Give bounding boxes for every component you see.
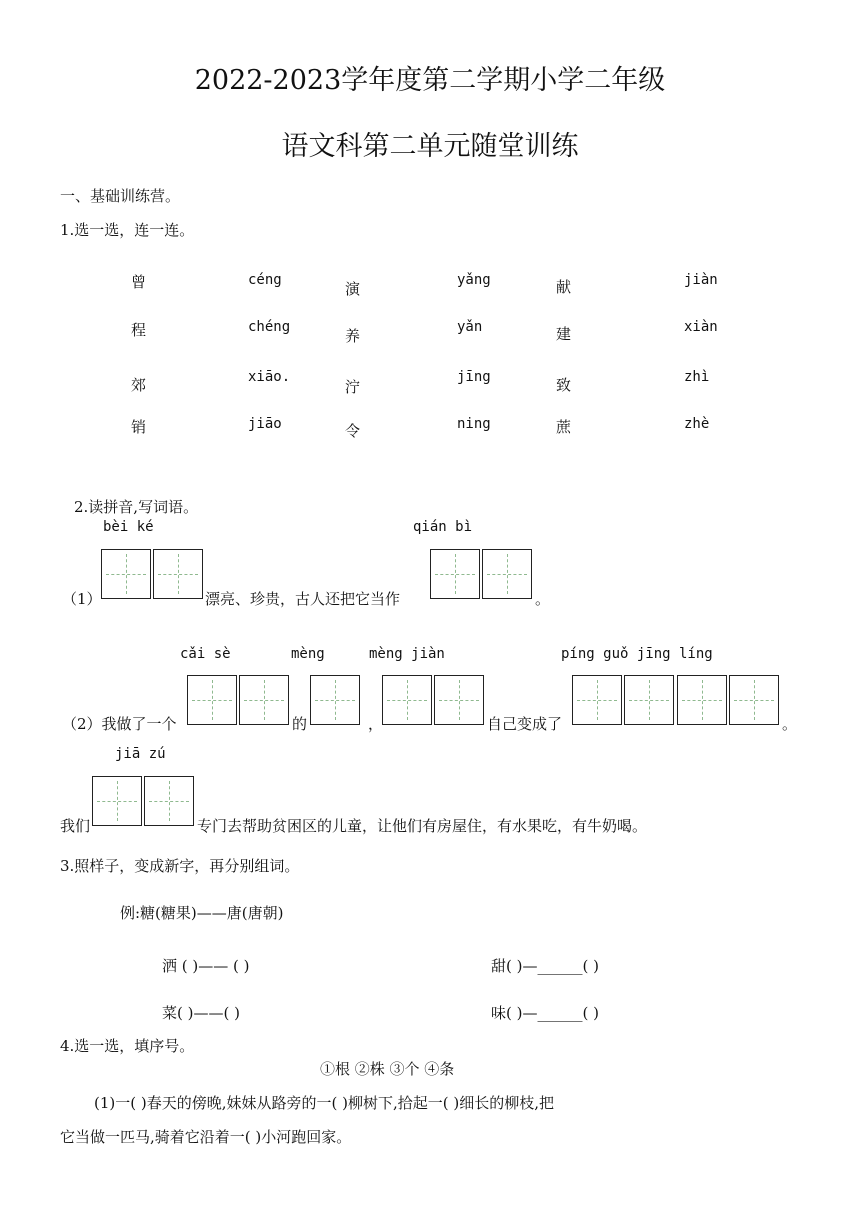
question-3-label: 3.照样子，变成新字，再分别组词。 bbox=[60, 857, 300, 875]
char[interactable]: 致 bbox=[556, 376, 572, 394]
char[interactable]: 曾 bbox=[131, 273, 147, 291]
pinyin-hint: jiā zú bbox=[115, 746, 166, 762]
pinyin[interactable]: jiàn bbox=[684, 272, 718, 288]
pinyin-hint: mèng bbox=[291, 646, 325, 662]
char[interactable]: 令 bbox=[345, 422, 361, 440]
pinyin[interactable]: céng bbox=[248, 272, 282, 288]
char[interactable]: 程 bbox=[131, 321, 147, 339]
char[interactable]: 建 bbox=[556, 325, 572, 343]
writing-box[interactable] bbox=[382, 675, 432, 725]
writing-box[interactable] bbox=[729, 675, 779, 725]
writing-box[interactable] bbox=[572, 675, 622, 725]
char[interactable]: 泞 bbox=[345, 378, 361, 396]
writing-box[interactable] bbox=[153, 549, 203, 599]
question-1-label: 1.选一选，连一连。 bbox=[60, 221, 195, 239]
page-title: 2022-2023学年度第二学期小学二年级 bbox=[194, 65, 666, 96]
word-item[interactable]: 洒 ( )—— ( ) bbox=[162, 957, 250, 975]
pinyin[interactable]: yǎn bbox=[457, 319, 483, 335]
sentence-text: 漂亮、珍贵，古人还把它当作 bbox=[205, 590, 401, 608]
pinyin[interactable]: xiàn bbox=[684, 319, 718, 335]
writing-box[interactable] bbox=[430, 549, 480, 599]
paragraph-line: 它当做一匹马,骑着它沿着一( )小河跑回家。 bbox=[60, 1128, 352, 1146]
example: 例:糖(糖果)——唐(唐朝) bbox=[120, 904, 284, 922]
writing-box[interactable] bbox=[624, 675, 674, 725]
char[interactable]: 郊 bbox=[131, 376, 147, 394]
pinyin[interactable]: yǎng bbox=[457, 272, 491, 288]
section-heading: 一、基础训练营。 bbox=[60, 187, 181, 205]
question-4-label: 4.选一选，填序号。 bbox=[60, 1037, 195, 1055]
pinyin[interactable]: xiāo. bbox=[248, 369, 291, 385]
sentence-end: 。 bbox=[782, 715, 798, 733]
char[interactable]: 销 bbox=[131, 418, 147, 436]
word-item[interactable]: 甜( )—______( ) bbox=[491, 957, 599, 975]
question-2-label: 2.读拼音,写词语。 bbox=[74, 498, 199, 516]
pinyin[interactable]: zhè bbox=[684, 416, 710, 432]
sentence-number: （1） bbox=[62, 590, 102, 608]
options: ①根 ②株 ③个 ④条 bbox=[320, 1060, 455, 1078]
writing-box[interactable] bbox=[239, 675, 289, 725]
sentence-number: （2）我做了一个 bbox=[62, 715, 177, 733]
writing-box[interactable] bbox=[677, 675, 727, 725]
sentence-text: ， bbox=[368, 715, 384, 733]
page-subtitle: 语文科第二单元随堂训练 bbox=[281, 131, 579, 162]
writing-box[interactable] bbox=[187, 675, 237, 725]
pinyin-hint: cǎi sè bbox=[180, 646, 231, 662]
word-item[interactable]: 味( )—______( ) bbox=[491, 1004, 599, 1022]
sentence-text: 我们 bbox=[60, 817, 91, 835]
pinyin[interactable]: zhì bbox=[684, 369, 710, 385]
writing-box[interactable] bbox=[144, 776, 194, 826]
word-item[interactable]: 菜( )——( ) bbox=[162, 1004, 240, 1022]
sentence-text: 的 bbox=[292, 715, 308, 733]
pinyin-hint: bèi ké bbox=[103, 519, 154, 535]
sentence-end: 。 bbox=[535, 590, 551, 608]
sentence-text: 专门去帮助贫困区的儿童，让他们有房屋住，有水果吃，有牛奶喝。 bbox=[197, 817, 648, 835]
pinyin-hint: píng guǒ jīng líng bbox=[561, 646, 713, 662]
pinyin[interactable]: jīng bbox=[457, 369, 491, 385]
char[interactable]: 演 bbox=[345, 280, 361, 298]
paragraph-line: (1)一( )春天的傍晚,妹妹从路旁的一( )柳树下,拾起一( )细长的柳枝,把 bbox=[94, 1094, 554, 1112]
writing-box[interactable] bbox=[482, 549, 532, 599]
pinyin[interactable]: chéng bbox=[248, 319, 291, 335]
pinyin[interactable]: ning bbox=[457, 416, 491, 432]
writing-box[interactable] bbox=[310, 675, 360, 725]
char[interactable]: 养 bbox=[345, 327, 361, 345]
writing-box[interactable] bbox=[101, 549, 151, 599]
pinyin[interactable]: jiāo bbox=[248, 416, 282, 432]
writing-box[interactable] bbox=[92, 776, 142, 826]
char[interactable]: 蔗 bbox=[556, 418, 572, 436]
pinyin-hint: mèng jiàn bbox=[369, 646, 445, 662]
writing-box[interactable] bbox=[434, 675, 484, 725]
pinyin-hint: qián bì bbox=[413, 519, 473, 535]
sentence-text: 自己变成了 bbox=[487, 715, 563, 733]
char[interactable]: 献 bbox=[556, 278, 572, 296]
